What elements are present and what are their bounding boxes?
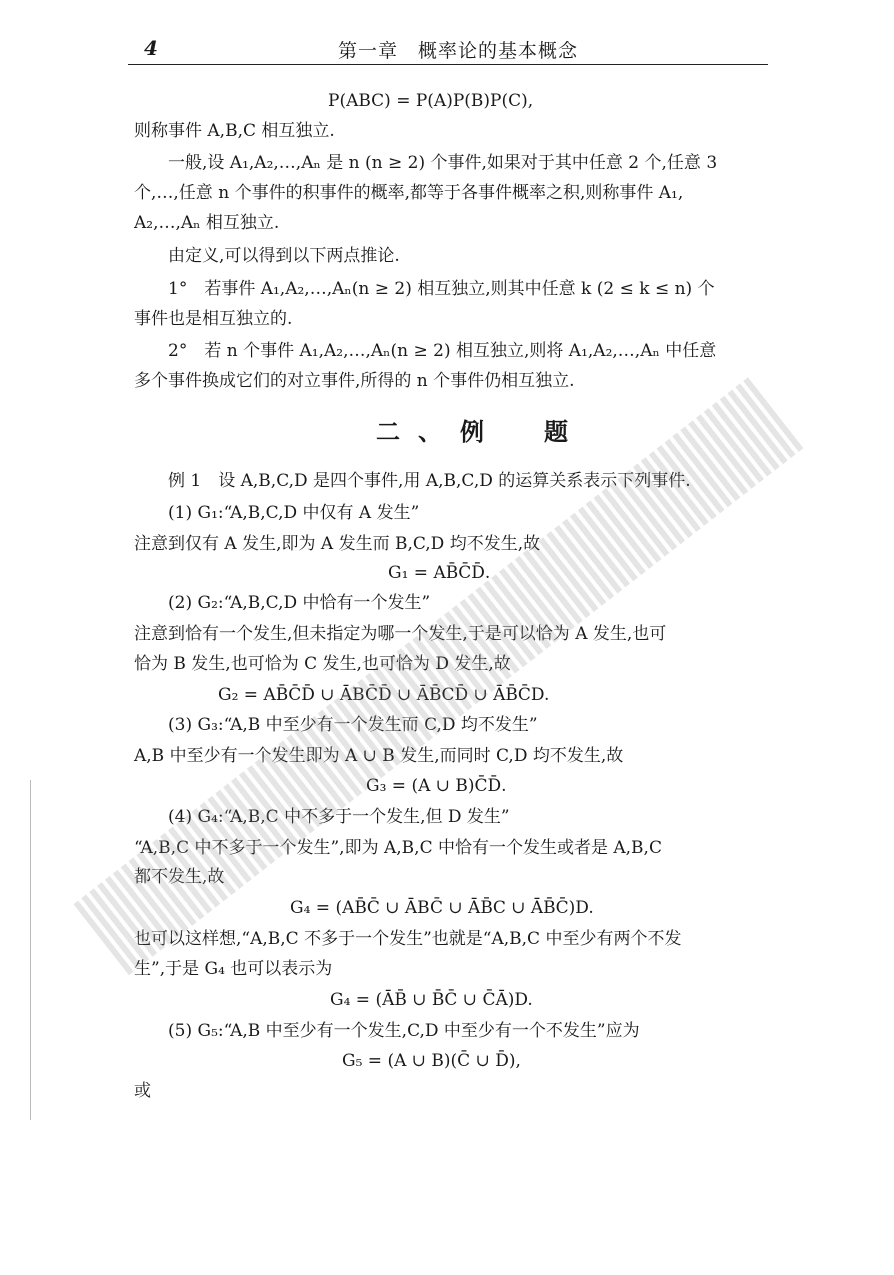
text-line: 都不发生,故 [134, 867, 225, 887]
corollary-1: 1° 若事件 A₁,A₂,…,Aₙ(n ≥ 2) 相互独立,则其中任意 k (2 ≤ k ≤ n) 个 [168, 279, 715, 299]
text-line: 也可以这样想,“A,B,C 不多于一个发生”也就是“A,B,C 中至少有两个不发 [134, 929, 682, 949]
text-line: 多个事件换成它们的对立事件,所得的 n 个事件仍相互独立. [134, 371, 575, 391]
text-line: 个,…,任意 n 个事件的积事件的概率,都等于各事件概率之积,则称事件 A₁, [134, 183, 684, 203]
chapter-title: 第一章 概率论的基本概念 [338, 40, 579, 62]
text-line: (2) G₂:“A,B,C,D 中恰有一个发生” [168, 593, 431, 613]
text-line: 一般,设 A₁,A₂,…,Aₙ 是 n (n ≥ 2) 个事件,如果对于其中任意 2 个,任意 3 [168, 153, 718, 173]
text-line: A,B 中至少有一个发生即为 A ∪ B 发生,而同时 C,D 均不发生,故 [134, 746, 624, 766]
formula-g4-alt: G₄ = (ĀB̄ ∪ B̄C̄ ∪ C̄Ā)D. [330, 990, 533, 1010]
text-line: (1) G₁:“A,B,C,D 中仅有 A 发生” [168, 503, 420, 523]
text-line: 则称事件 A,B,C 相互独立. [134, 121, 335, 141]
text-line: 恰为 B 发生,也可恰为 C 发生,也可恰为 D 发生,故 [134, 654, 511, 674]
text-line: 或 [134, 1081, 151, 1101]
text-line: 注意到仅有 A 发生,即为 A 发生而 B,C,D 均不发生,故 [134, 534, 541, 554]
formula-independence: P(ABC) = P(A)P(B)P(C), [328, 91, 534, 111]
corollary-2: 2° 若 n 个事件 A₁,A₂,…,Aₙ(n ≥ 2) 相互独立,则将 A₁,A₂,…,Aₙ 中任意 [168, 341, 717, 361]
formula-g3: G₃ = (A ∪ B)C̄D̄. [366, 776, 507, 796]
page-header [128, 34, 768, 65]
page-number: 4 [144, 36, 158, 60]
example-heading: 例 1 设 A,B,C,D 是四个事件,用 A,B,C,D 的运算关系表示下列事件. [168, 471, 691, 491]
formula-g1: G₁ = AB̄C̄D̄. [388, 563, 491, 583]
text-line: 生”,于是 G₄ 也可以表示为 [134, 959, 333, 979]
text-line: 由定义,可以得到以下两点推论. [168, 246, 400, 266]
formula-g5: G₅ = (A ∪ B)(C̄ ∪ D̄), [342, 1051, 521, 1071]
text-line: (3) G₃:“A,B 中至少有一个发生而 C,D 均不发生” [168, 715, 538, 735]
text-line: (4) G₄:“A,B,C 中不多于一个发生,但 D 发生” [168, 807, 510, 827]
text-line: 注意到恰有一个发生,但未指定为哪一个发生,于是可以恰为 A 发生,也可 [134, 624, 667, 644]
text-line: (5) G₅:“A,B 中至少有一个发生,C,D 中至少有一个不发生”应为 [168, 1021, 640, 1041]
text-line: “A,B,C 中不多于一个发生”,即为 A,B,C 中恰有一个发生或者是 A,B,C [134, 838, 662, 858]
formula-g2: G₂ = AB̄C̄D̄ ∪ ĀBC̄D̄ ∪ ĀB̄CD̄ ∪ ĀB̄C̄D. [218, 685, 550, 705]
formula-g4: G₄ = (AB̄C̄ ∪ ĀBC̄ ∪ ĀB̄C ∪ ĀB̄C̄)D. [290, 898, 594, 918]
text-line: A₂,…,Aₙ 相互独立. [134, 213, 280, 233]
section-title: 二、例 题 [376, 417, 586, 446]
page-binding-edge [0, 0, 30, 1275]
text-line: 事件也是相互独立的. [134, 309, 293, 329]
